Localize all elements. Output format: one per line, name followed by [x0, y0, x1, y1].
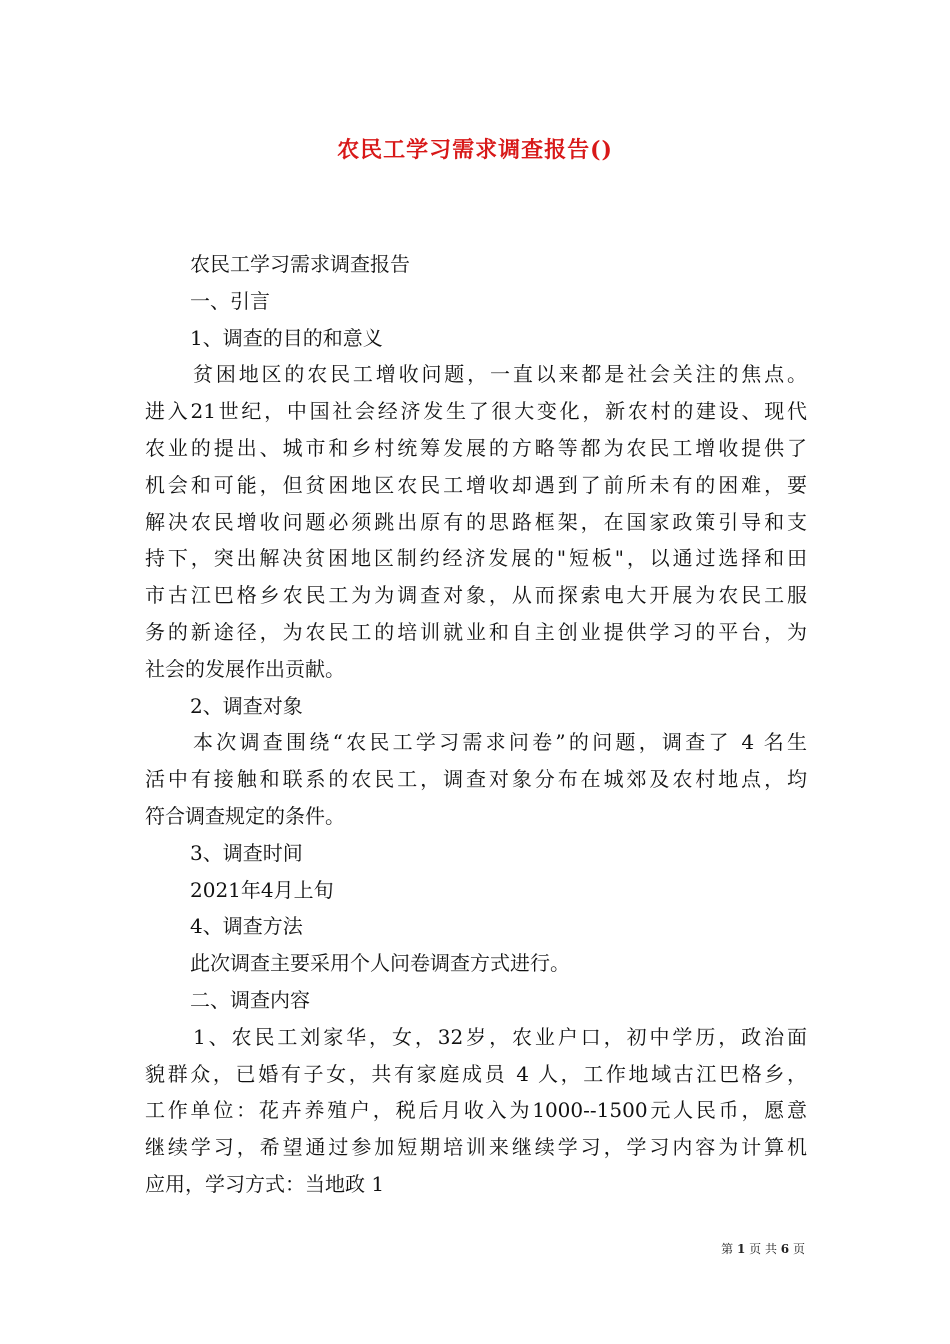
body-line: 2021年4月上旬 — [190, 877, 334, 902]
body-line: 农业的提出、城市和乡村统筹发展的方略等都为农民工增收提供了 — [145, 435, 807, 460]
body-line: 持下，突出解决贫困地区制约经济发展的"短板"，以通过选择和田 — [145, 546, 807, 571]
body-line: 市古江巴格乡农民工为为调查对象，从而探索电大开展为农民工服 — [145, 583, 807, 608]
body-line: 二、调查内容 — [190, 987, 310, 1012]
footer-current-page: 1 — [736, 1242, 746, 1256]
body-line: 1、调查的目的和意义 — [190, 325, 383, 350]
body-line: 社会的发展作出贡献。 — [145, 656, 345, 681]
body-line: 4、调查方法 — [190, 914, 303, 939]
body-line: 一、引言 — [190, 288, 270, 313]
body-line: 务的新途径，为农民工的培训就业和自主创业提供学习的平台，为 — [145, 619, 807, 644]
body-line: 继续学习，希望通过参加短期培训来继续学习，学习内容为计算机 — [145, 1135, 807, 1160]
body-line: 机会和可能，但贫困地区农民工增收却遇到了前所未有的困难，要 — [145, 472, 807, 497]
footer-suffix: 页 — [792, 1242, 805, 1256]
body-line: 2、调查对象 — [190, 693, 303, 718]
body-line: 活中有接触和联系的农民工，调查对象分布在城郊及农村地点，均 — [145, 767, 807, 792]
document-title: 农民工学习需求调查报告() — [337, 137, 613, 163]
body-line: 本次调查围绕“农民工学习需求问卷”的问题，调查了 4 名生 — [193, 730, 807, 755]
body-line: 貌群众，已婚有子女，共有家庭成员 4 人，工作地域古江巴格乡， — [145, 1061, 807, 1086]
body-line: 工作单位：花卉养殖户，税后月收入为1000--1500元人民币，愿意 — [145, 1098, 807, 1123]
body-line: 农民工学习需求调查报告 — [190, 252, 410, 276]
body-line: 此次调查主要采用个人问卷调查方式进行。 — [190, 951, 570, 976]
footer-total-pages: 6 — [780, 1242, 790, 1256]
document-body — [145, 246, 807, 1203]
body-line: 3、调查时间 — [190, 840, 303, 865]
footer-prefix: 第 — [721, 1242, 734, 1256]
body-line: 进入21世纪，中国社会经济发生了很大变化，新农村的建设、现代 — [145, 399, 807, 424]
footer-middle: 页 共 — [749, 1242, 777, 1256]
body-line: 符合调查规定的条件。 — [145, 803, 345, 828]
body-line: 1、农民工刘家华，女，32岁，农业户口，初中学历，政治面 — [193, 1024, 807, 1049]
body-line: 贫困地区的农民工增收问题，一直以来都是社会关注的焦点。 — [193, 362, 807, 387]
page-footer — [721, 1240, 805, 1258]
body-line: 应用，学习方式：当地政 1 — [145, 1171, 385, 1196]
body-line: 解决农民增收问题必须跳出原有的思路框架，在国家政策引导和支 — [145, 509, 807, 534]
